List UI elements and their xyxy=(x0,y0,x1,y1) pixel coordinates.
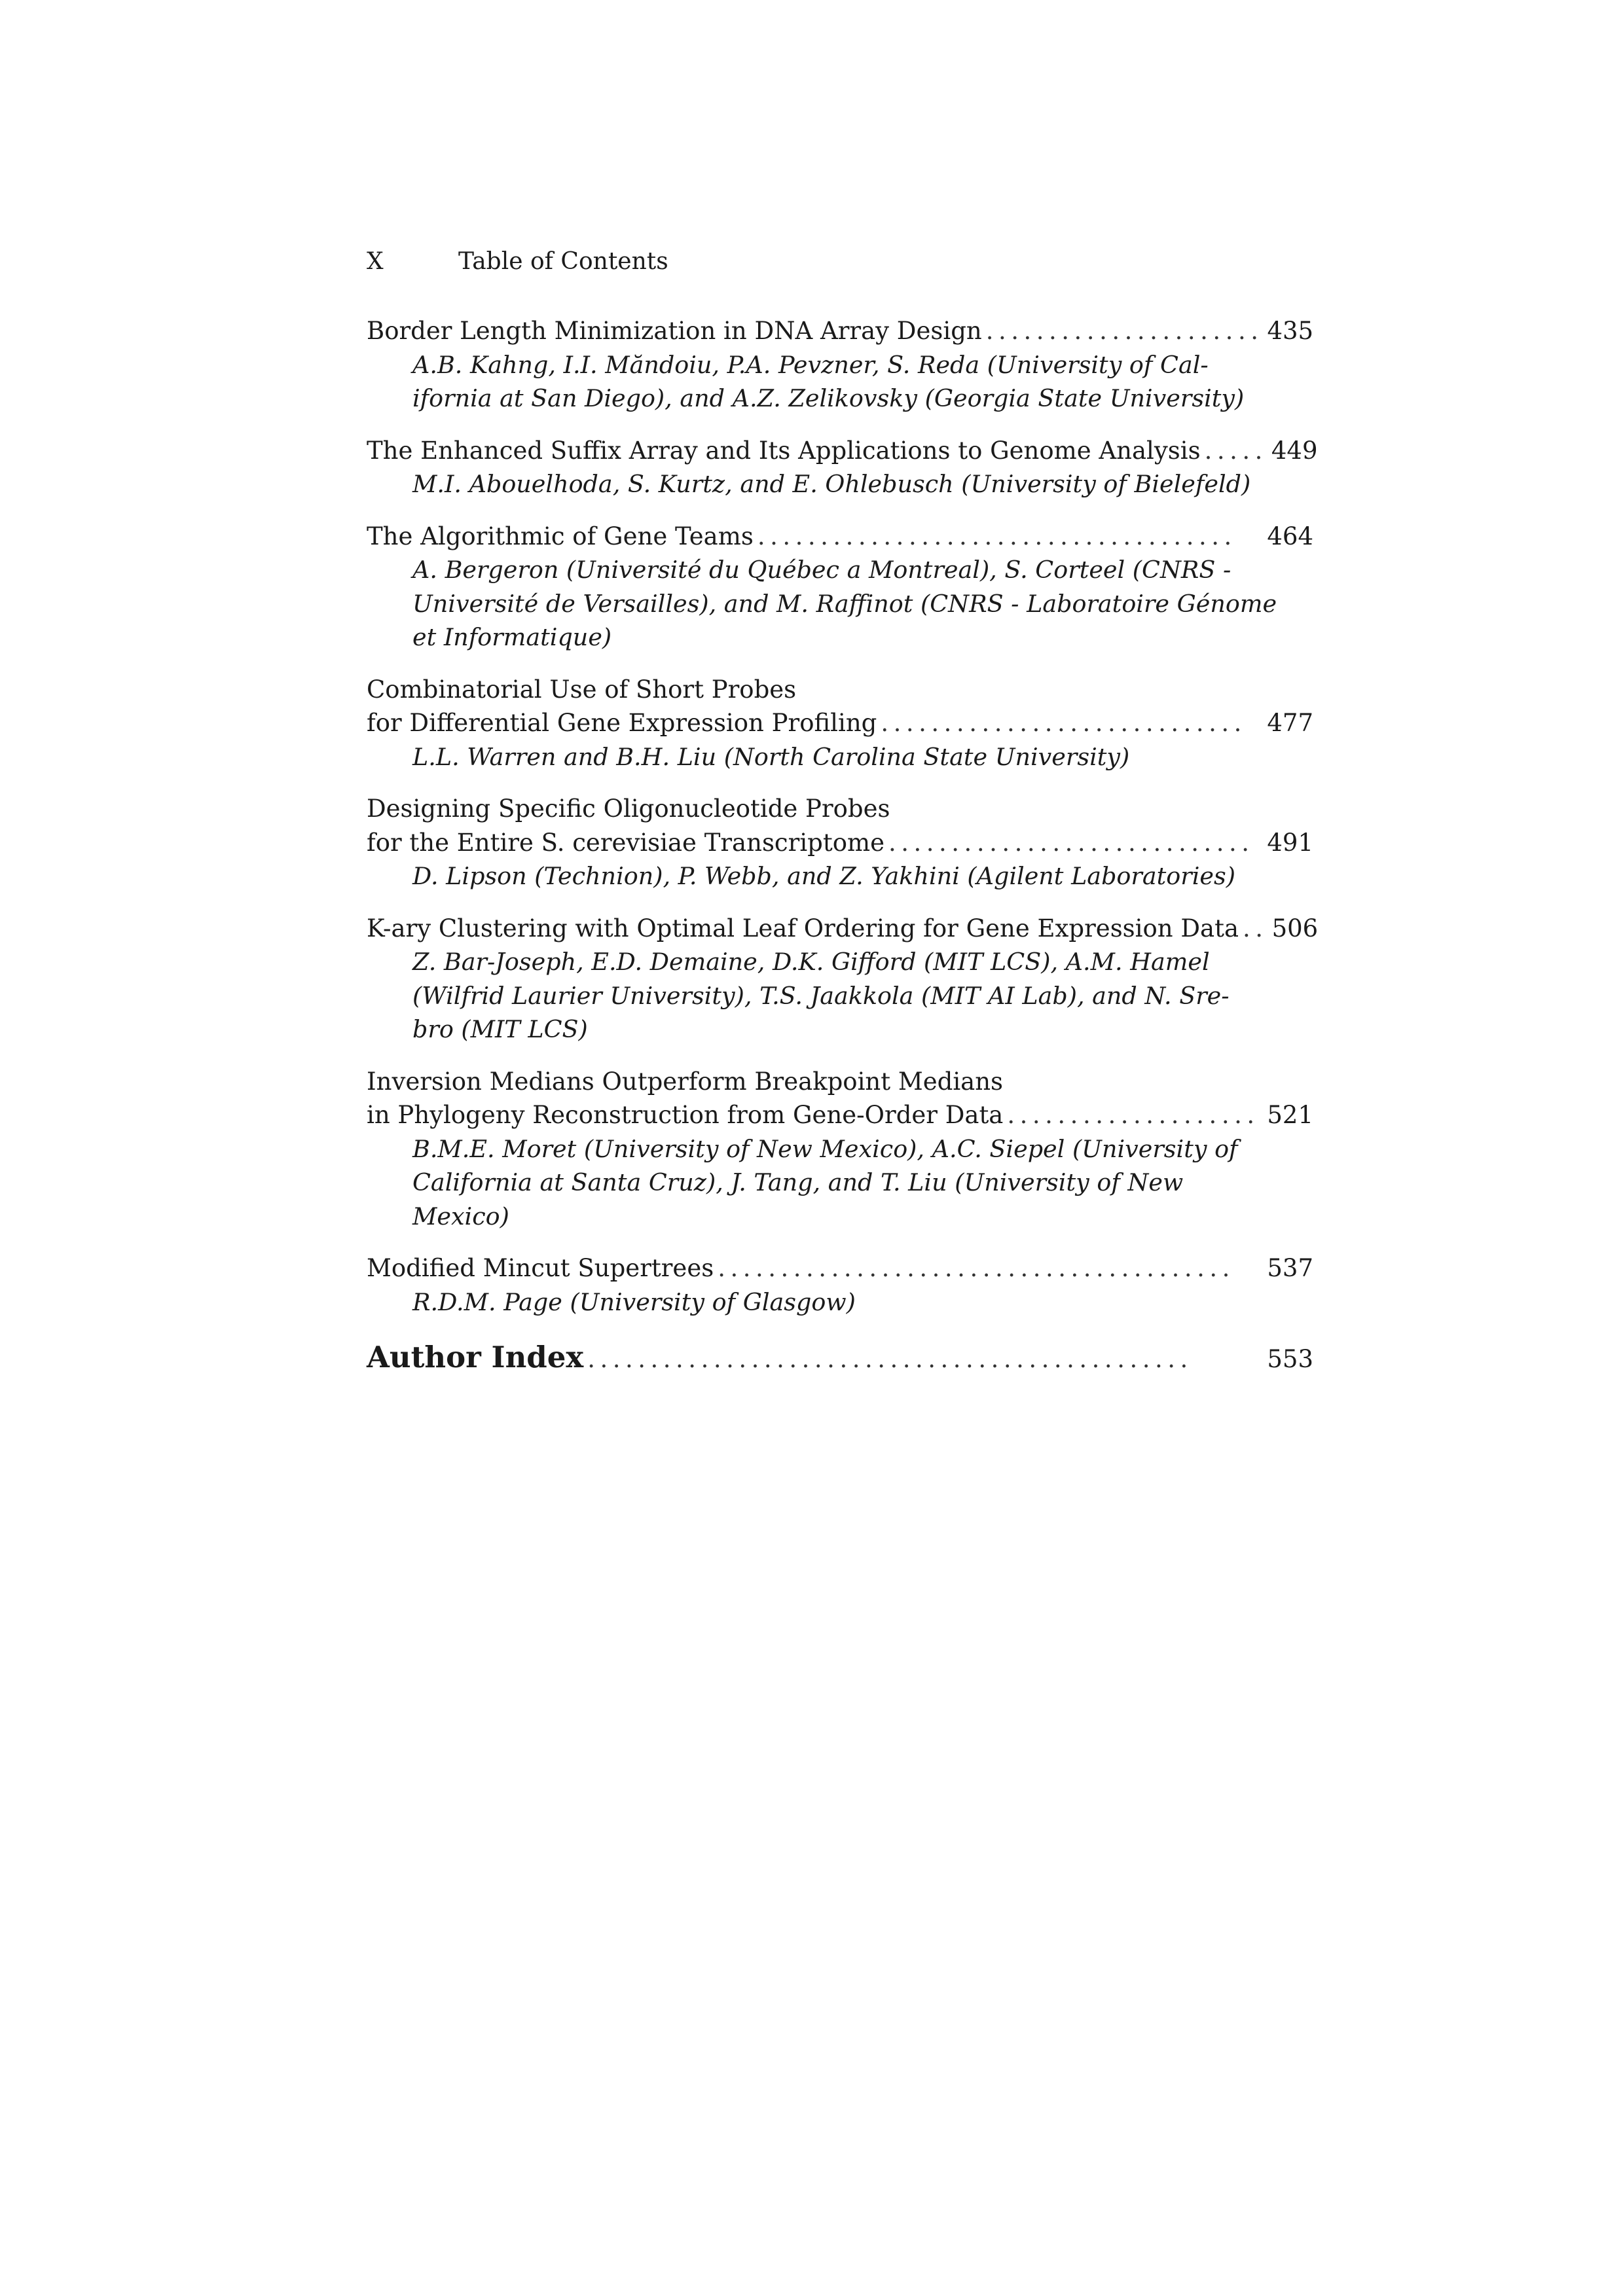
toc-entry xyxy=(367,314,1313,416)
author-index-page-number: 553 xyxy=(1267,1345,1313,1373)
author-line: et Informatique) xyxy=(412,623,612,651)
toc-entry-authors xyxy=(412,553,1313,655)
dot-leader: ............................. xyxy=(888,828,1254,857)
author-line: California at Santa Cruz), J. Tang, and T. Liu (University of New xyxy=(412,1168,1184,1196)
toc-entry-page-number: 521 xyxy=(1267,1101,1313,1129)
running-head xyxy=(367,247,668,276)
toc-entry-title: The Enhanced Suffix Array and Its Applications to Genome Analysis xyxy=(367,436,1201,465)
toc-entry-page-number: 537 xyxy=(1267,1254,1313,1282)
author-line: Université de Versailles), and M. Raffinot (CNRS - Laboratoire Génome xyxy=(412,589,1277,618)
toc-entry xyxy=(367,520,1313,655)
dot-leader: .................... xyxy=(1007,1101,1260,1129)
author-line: A. Bergeron (Université du Québec a Montreal), S. Corteel (CNRS - xyxy=(412,556,1231,584)
toc-entry-title: K-ary Clustering with Optimal Leaf Ordering for Gene Expression Data xyxy=(367,914,1239,942)
author-line: Z. Bar-Joseph, E.D. Demaine, D.K. Gifford (MIT LCS), A.M. Hamel xyxy=(412,948,1210,976)
author-line: bro (MIT LCS) xyxy=(412,1015,588,1043)
author-index-line xyxy=(367,1338,1313,1378)
toc-entry-title-line xyxy=(367,706,1313,740)
toc-entry xyxy=(367,792,1313,893)
toc-entry-title: The Algorithmic of Gene Teams xyxy=(367,522,754,550)
running-head-title: Table of Contents xyxy=(458,248,668,275)
author-line: ifornia at San Diego), and A.Z. Zelikovsky (Georgia State University) xyxy=(412,384,1245,412)
toc-entry xyxy=(367,1065,1313,1234)
roman-page-number: X xyxy=(367,248,384,275)
dot-leader: ..... xyxy=(1204,436,1267,465)
toc-entry-title-line xyxy=(367,314,1313,348)
toc-entry-title: Modified Mincut Supertrees xyxy=(367,1254,714,1282)
toc-entry-page-number: 449 xyxy=(1271,436,1318,465)
author-index-entry xyxy=(367,1338,1313,1378)
toc-entry-title: Designing Specific Oligonucleotide Probes xyxy=(367,795,890,823)
toc-entry-title: Border Length Minimization in DNA Array Design xyxy=(367,317,982,345)
toc-entry-title-continued: for Differential Gene Expression Profiling xyxy=(367,709,877,737)
toc-entry-page-number: 491 xyxy=(1267,828,1313,857)
toc-entry-authors xyxy=(412,740,1313,774)
toc-entry-title: Combinatorial Use of Short Probes xyxy=(367,675,797,704)
toc-entry-title-line xyxy=(367,1251,1313,1285)
toc-entry-title: Inversion Medians Outperform Breakpoint Medians xyxy=(367,1067,1004,1096)
toc-entry-authors xyxy=(412,348,1313,416)
toc-entry-title-continued: for the Entire S. cerevisiae Transcriptome xyxy=(367,828,884,857)
toc-entry xyxy=(367,434,1318,501)
toc-entry-title-line xyxy=(367,434,1318,468)
dot-leader: ............................. xyxy=(881,709,1247,737)
author-index-label: Author Index xyxy=(367,1340,584,1374)
toc-entry-authors xyxy=(412,945,1313,1047)
author-line: R.D.M. Page (University of Glasgow) xyxy=(412,1287,856,1316)
toc-entry-page-number: 506 xyxy=(1271,914,1319,942)
toc-entry-page-number: 464 xyxy=(1267,522,1313,550)
dot-leader: ......................................... xyxy=(718,1254,1235,1282)
author-line: L.L. Warren and B.H. Liu (North Carolina State University) xyxy=(412,742,1130,771)
author-line: (Wilfrid Laurier University), T.S. Jaakkola (MIT AI Lab), and N. Sre- xyxy=(412,981,1230,1010)
dot-leader: ...................... xyxy=(985,317,1264,345)
toc-entry-authors xyxy=(412,859,1313,893)
author-line: B.M.E. Moret (University of New Mexico), A.C. Siepel (University of xyxy=(412,1134,1238,1163)
toc-entry-authors xyxy=(412,1132,1313,1234)
toc-entry-authors xyxy=(412,1285,1313,1319)
dot-leader: ................................................ xyxy=(587,1345,1193,1373)
toc-entry-page-number: 435 xyxy=(1267,317,1314,345)
author-line: D. Lipson (Technion), P. Webb, and Z. Yakhini (Agilent Laboratories) xyxy=(412,862,1235,890)
author-line: M.I. Abouelhoda, S. Kurtz, and E. Ohlebusch (University of Bielefeld) xyxy=(412,470,1251,498)
toc-entry-authors xyxy=(412,467,1313,501)
author-line: Mexico) xyxy=(412,1202,509,1230)
toc-entry-title-line xyxy=(367,912,1319,946)
dot-leader: .. xyxy=(1243,914,1268,942)
toc-entry-title-line xyxy=(367,826,1313,860)
toc-entry xyxy=(367,673,1313,774)
toc-entry xyxy=(367,912,1319,1047)
toc-entry xyxy=(367,1251,1313,1319)
toc-entry-title-continued: in Phylogeny Reconstruction from Gene-Order Data xyxy=(367,1101,1004,1129)
dot-leader: ...................................... xyxy=(757,522,1237,550)
toc-entry-title-line xyxy=(367,1098,1313,1132)
toc-entry-title-line xyxy=(367,520,1313,554)
toc-entry-page-number: 477 xyxy=(1267,709,1313,737)
author-line: A.B. Kahng, I.I. Măndoiu, P.A. Pevzner, S. Reda (University of Cal- xyxy=(412,350,1209,379)
table-of-contents xyxy=(367,314,1319,1378)
